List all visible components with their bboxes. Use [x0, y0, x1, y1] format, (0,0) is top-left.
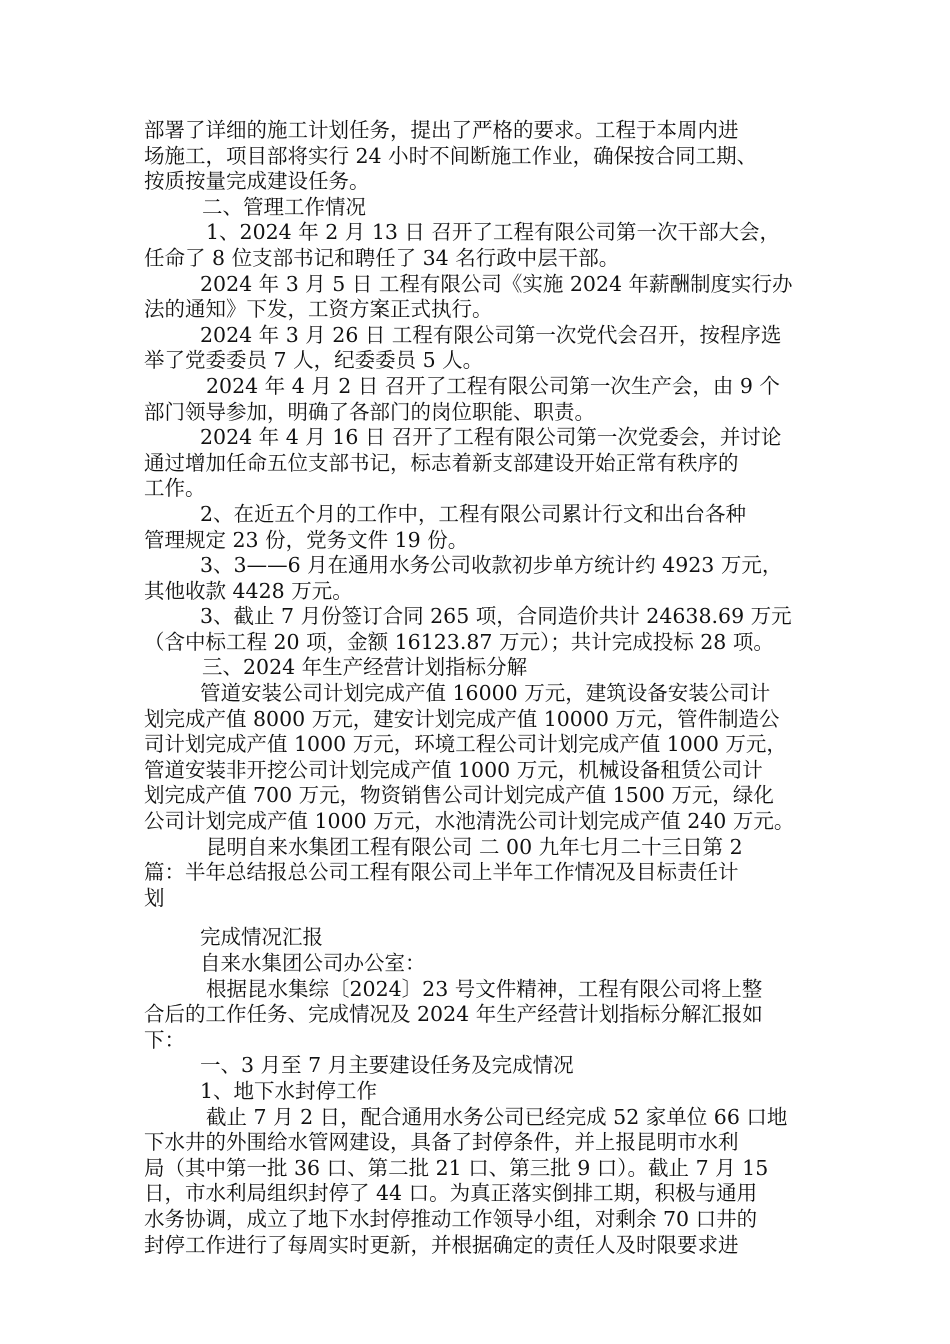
text-line: 划: [144, 885, 165, 910]
text-line: 水务协调，成立了地下水封停推动工作领导小组，对剩余 70 口井的: [144, 1206, 758, 1231]
text-line: 合后的工作任务、完成情况及 2024 年生产经营计划指标分解汇报如: [144, 1002, 763, 1027]
text-line: 二、管理工作情况: [202, 194, 366, 219]
text-line: 管理规定 23 份，党务文件 19 份。: [144, 527, 469, 552]
text-line: 3、3——6 月在通用水务公司收款初步单方统计约 4923 万元，: [200, 553, 783, 578]
paragraph-gap: [144, 911, 808, 925]
text-line: 自来水集团公司办公室：: [200, 951, 426, 975]
text-line: 篇：半年总结报总公司工程有限公司上半年工作情况及目标责任计: [144, 860, 739, 885]
text-line: 3、截止 7 月份签订合同 265 项，合同造价共计 24638.69 万元: [200, 604, 792, 629]
text-line: 2024 年 4 月 2 日 召开了工程有限公司第一次生产会，由 9 个: [206, 373, 780, 398]
text-line: 管道安装非开挖公司计划完成产值 1000 万元，机械设备租赁公司计: [144, 757, 763, 782]
text-line: 1、2024 年 2 月 13 日 召开了工程有限公司第一次干部大会，: [206, 220, 780, 245]
text-line: 昆明自来水集团工程有限公司 二 00 九年七月二十三日第 2: [206, 834, 743, 859]
text-line: 一、3 月至 7 月主要建设任务及完成情况: [200, 1053, 574, 1078]
text-line: 日，市水利局组织封停了 44 口。为真正落实倒排工期，积极与通用: [144, 1181, 758, 1206]
text-line: 2、在近五个月的工作中，工程有限公司累计行文和出台各种: [200, 501, 747, 526]
text-line: 下：: [144, 1027, 185, 1052]
text-line: 下水井的外围给水管网建设，具备了封停条件，并上报昆明市水利: [144, 1130, 739, 1155]
text-line: 完成情况汇报: [200, 925, 323, 950]
text-line: 划完成产值 8000 万元，建安计划完成产值 10000 万元，管件制造公: [144, 706, 780, 731]
text-line: 举了党委委员 7 人，纪委委员 5 人。: [144, 348, 484, 373]
text-line: 根据昆水集综〔2024〕23 号文件精神，工程有限公司将上整: [206, 976, 763, 1001]
text-line: 部门领导参加，明确了各部门的岗位职能、职责。: [144, 399, 595, 424]
text-line: 封停工作进行了每周实时更新，并根据确定的责任人及时限要求进: [144, 1232, 739, 1257]
text-line: 划完成产值 700 万元，物资销售公司计划完成产值 1500 万元，绿化: [144, 783, 774, 808]
text-line: 2024 年 3 月 5 日 工程有限公司《实施 2024 年薪酬制度实行办: [200, 271, 793, 296]
text-line: 司计划完成产值 1000 万元，环境工程公司计划完成产值 1000 万元，: [144, 732, 787, 757]
text-line: （含中标工程 20 项，金额 16123.87 万元）；共计完成投标 28 项。: [144, 629, 774, 654]
text-line: 部署了详细的施工计划任务，提出了严格的要求。工程于本周内进: [144, 118, 739, 142]
text-line: 截止 7 月 2 日，配合通用水务公司已经完成 52 家单位 66 口地: [206, 1104, 788, 1129]
text-line: 场施工，项目部将实行 24 小时不间断施工作业，确保按合同工期、: [144, 143, 758, 168]
text-line: 公司计划完成产值 1000 万元，水池清洗公司计划完成产值 240 万元。: [144, 809, 795, 834]
text-line: 按质按量完成建设任务。: [144, 169, 370, 194]
text-line: 2024 年 3 月 26 日 工程有限公司第一次党代会召开，按程序选: [200, 322, 782, 347]
text-line: 其他收款 4428 万元。: [144, 578, 353, 603]
text-line: 通过增加任命五位支部书记，标志着新支部建设开始正常有秩序的: [144, 450, 739, 475]
text-line: 2024 年 4 月 16 日 召开了工程有限公司第一次党委会，并讨论: [200, 425, 782, 450]
text-line: 1、地下水封停工作: [200, 1078, 378, 1103]
text-line: 三、2024 年生产经营计划指标分解: [202, 655, 528, 680]
text-line: 法的通知》下发，工资方案正式执行。: [144, 297, 493, 322]
document-body: [144, 118, 808, 1258]
text-line: 工作。: [144, 476, 206, 501]
text-line: 管道安装公司计划完成产值 16000 万元，建筑设备安装公司计: [200, 681, 771, 706]
text-line: 局（其中第一批 36 口、第二批 21 口、第三批 9 口）。截止 7 月 15: [144, 1155, 769, 1180]
text-line: 任命了 8 位支部书记和聘任了 34 名行政中层干部。: [144, 245, 620, 270]
